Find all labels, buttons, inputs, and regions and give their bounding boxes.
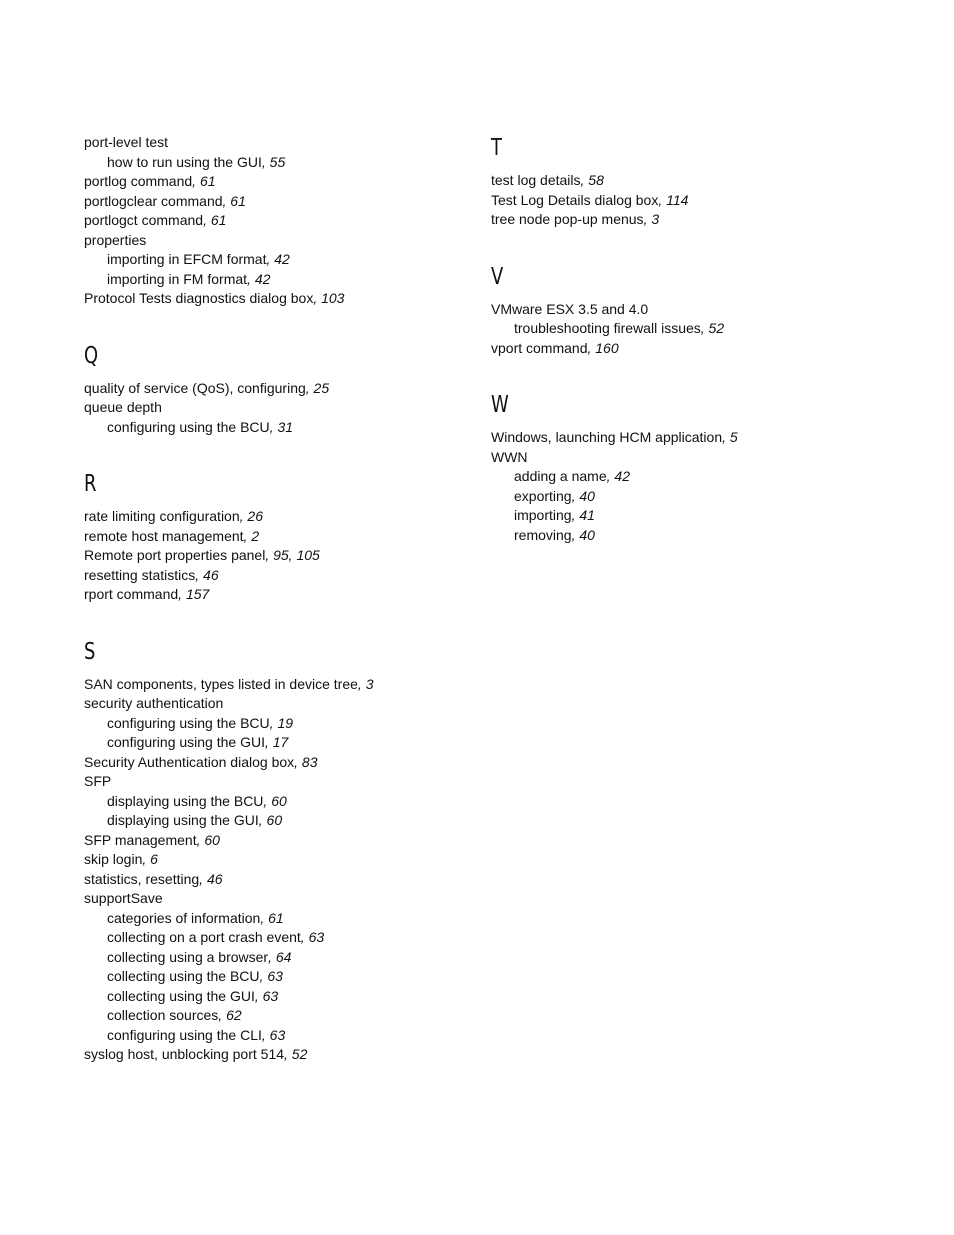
entry-page-ref[interactable]: 42 (254, 270, 271, 287)
entry-page-ref[interactable]: 62 (226, 1007, 242, 1023)
index-entry (84, 694, 514, 714)
index-subentry: collecting on a port crash event, 63 (107, 929, 325, 945)
index-entry: skip login, 6 (84, 851, 158, 867)
index-section (84, 469, 514, 605)
entry-term: removing (514, 526, 572, 543)
entry-term: displaying using the BCU (107, 792, 264, 809)
index-entry: quality of service (QoS), configuring, 25 (84, 379, 330, 396)
entry-page-ref[interactable]: 60 (271, 792, 287, 809)
entry-page-ref[interactable]: 63 (269, 1026, 286, 1043)
entry-page-ref[interactable]: 42 (614, 468, 630, 484)
entry-term: Protocol Tests diagnostics dialog box (84, 290, 314, 306)
index-subentry: categories of information, 61 (107, 909, 284, 926)
entry-term: configuring using the BCU (107, 714, 270, 731)
entry-term: exporting (514, 487, 572, 504)
entry-page-ref[interactable]: 60 (266, 812, 283, 828)
entry-page-ref[interactable]: 55 (269, 153, 286, 170)
entry-list (491, 428, 921, 545)
index-section (84, 341, 514, 438)
entry-term: queue depth (84, 399, 162, 415)
entry-term: collecting on a port crash event (107, 929, 301, 945)
entry-term: collecting using the GUI (107, 987, 255, 1004)
index-entry (84, 133, 514, 153)
section-letter-heading: Q (84, 342, 99, 369)
entry-term: categories of information (107, 909, 261, 926)
entry-page-ref[interactable]: 25 (313, 379, 330, 396)
index-entry (491, 448, 921, 468)
entry-page-ref[interactable]: 5 (729, 429, 738, 445)
section-letter-heading: V (491, 263, 504, 290)
entry-term: resetting statistics (84, 566, 196, 583)
index-subentry: exporting, 40 (514, 487, 595, 504)
entry-term: portlogct command (84, 212, 204, 228)
entry-term: importing in EFCM format (107, 251, 267, 267)
entry-term: displaying using the GUI (107, 812, 259, 828)
entry-term: how to run using the GUI (107, 153, 262, 170)
entry-term: WWN (491, 448, 528, 465)
index-entry: resetting statistics, 46 (84, 566, 219, 583)
entry-page-ref[interactable]: 42 (274, 251, 290, 267)
section-letter-heading: R (84, 471, 97, 497)
entry-page-ref[interactable]: 3 (651, 211, 660, 227)
index-entry: SFP management, 60 (84, 831, 220, 848)
index-entry (84, 398, 514, 418)
index-entry: portlogct command, 61 (84, 212, 227, 228)
index-subentry: configuring using the BCU, 31 (107, 418, 294, 435)
entry-page-ref[interactable]: 46 (203, 566, 219, 583)
entry-page-ref[interactable]: 3 (365, 675, 374, 692)
index-entry: rport command, 157 (84, 586, 210, 602)
entry-term: SAN components, types listed in device tree (84, 675, 358, 692)
index-entry: tree node pop-up menus, 3 (491, 211, 660, 227)
entry-page-ref[interactable]: 160 (595, 339, 619, 356)
entry-page-ref[interactable]: 19 (277, 714, 294, 731)
index-entry (84, 772, 514, 792)
entry-page-ref[interactable]: 41 (579, 507, 595, 523)
index-entry: portlogclear command, 61 (84, 192, 246, 209)
index-section (491, 133, 921, 230)
entry-list (84, 133, 514, 309)
entry-term: Remote port properties panel (84, 547, 266, 563)
index-entry (491, 300, 921, 320)
entry-page-ref[interactable]: 6 (150, 851, 158, 867)
index-section (84, 133, 514, 309)
index-entry: remote host management, 2 (84, 527, 260, 544)
entry-page-ref[interactable]: 157 (185, 586, 210, 602)
index-subentry: importing in FM format, 42 (107, 270, 271, 287)
index-subentry: collection sources, 62 (107, 1007, 242, 1023)
entry-term: portlogclear command (84, 192, 223, 209)
entry-page-ref[interactable]: 63 (308, 929, 325, 945)
entry-page-ref[interactable]: 63 (267, 968, 283, 984)
entry-page-ref[interactable]: 61 (210, 212, 227, 228)
entry-list (84, 675, 514, 1065)
entry-term: VMware ESX 3.5 and 4.0 (491, 300, 649, 317)
entry-page-ref[interactable]: 26 (247, 508, 263, 524)
entry-term: syslog host, unblocking port 514 (84, 1046, 285, 1062)
entry-term: Test Log Details dialog box (491, 191, 659, 208)
index-subentry: collecting using a browser, 64 (107, 948, 292, 965)
entry-term: collection sources (107, 1007, 219, 1023)
entry-page-ref[interactable]: 61 (230, 192, 246, 209)
entry-term: portlog command (84, 173, 193, 189)
entry-term: skip login (84, 851, 143, 867)
entry-page-ref[interactable]: 58 (588, 172, 604, 188)
index-entry: Security Authentication dialog box, 83 (84, 753, 318, 770)
entry-term: remote host management (84, 527, 244, 544)
index-entry: Protocol Tests diagnostics dialog box, 103 (84, 290, 345, 306)
index-subentry: adding a name, 42 (514, 468, 630, 484)
index-section (491, 390, 921, 545)
entry-term: test log details (491, 172, 581, 188)
index-subentry: collecting using the BCU, 63 (107, 968, 283, 984)
entry-page-ref[interactable]: 17 (272, 734, 289, 750)
entry-term: importing (514, 507, 572, 523)
index-subentry: displaying using the BCU, 60 (107, 792, 287, 809)
index-entry: Remote port properties panel, 95, 105 (84, 547, 320, 563)
entry-list (491, 300, 921, 359)
entry-term: rport command (84, 586, 179, 602)
entry-page-ref[interactable]: 103 (321, 290, 345, 306)
index-subentry: configuring using the CLI, 63 (107, 1026, 286, 1043)
index-entry: statistics, resetting, 46 (84, 870, 223, 887)
entry-term: importing in FM format (107, 270, 248, 287)
entry-term: statistics, resetting (84, 870, 200, 887)
entry-term: security authentication (84, 695, 224, 711)
section-letter-heading: W (491, 392, 510, 418)
index-subentry: configuring using the BCU, 19 (107, 714, 294, 731)
entry-term: collecting using a browser (107, 948, 269, 965)
index-entry: syslog host, unblocking port 514, 52 (84, 1046, 308, 1062)
entry-page-ref[interactable]: 83 (301, 753, 318, 770)
index-subentry: how to run using the GUI, 55 (107, 153, 286, 170)
entry-term: tree node pop-up menus (491, 211, 644, 227)
entry-page-ref[interactable]: 46 (206, 870, 223, 887)
entry-term: configuring using the BCU (107, 418, 270, 435)
entry-page-ref[interactable]: 40 (579, 487, 595, 504)
index-column-right (491, 133, 921, 545)
index-subentry: collecting using the GUI, 63 (107, 987, 279, 1004)
entry-list (84, 379, 514, 438)
entry-page-ref[interactable]: 31 (277, 418, 294, 435)
entry-term: SFP management (84, 831, 197, 848)
index-entry: rate limiting configuration, 26 (84, 508, 263, 524)
entry-page-ref[interactable]: 2 (251, 527, 260, 544)
index-entry: test log details, 58 (491, 172, 604, 188)
index-subentry: importing in EFCM format, 42 (107, 251, 290, 267)
entry-term: properties (84, 231, 147, 248)
entry-page-ref[interactable]: 60 (204, 831, 220, 848)
entry-term: vport command (491, 339, 588, 356)
entry-list (84, 507, 514, 605)
index-column-left (84, 133, 514, 1065)
entry-page-ref[interactable]: 52 (291, 1046, 308, 1062)
entry-page-ref[interactable]: 61 (199, 173, 216, 189)
entry-term: troubleshooting firewall issues (514, 320, 701, 336)
index-subentry: importing, 41 (514, 507, 595, 523)
entry-term: supportSave (84, 890, 163, 906)
index-entry: Test Log Details dialog box, 114 (491, 191, 689, 208)
entry-term: Windows, launching HCM application (491, 429, 723, 445)
index-subentry: configuring using the GUI, 17 (107, 734, 289, 750)
entry-term: adding a name (514, 468, 607, 484)
entry-page-ref[interactable]: 52 (708, 320, 725, 336)
index-entry (84, 231, 514, 251)
entry-term: rate limiting configuration (84, 508, 240, 524)
index-entry: vport command, 160 (491, 339, 619, 356)
section-letter-heading: S (84, 638, 96, 665)
entry-term: configuring using the CLI (107, 1026, 262, 1043)
index-entry: Windows, launching HCM application, 5 (491, 429, 738, 445)
index-entry: SAN components, types listed in device tree, 3 (84, 675, 374, 692)
entry-term: Security Authentication dialog box (84, 753, 295, 770)
entry-term: configuring using the GUI (107, 734, 265, 750)
index-entry: portlog command, 61 (84, 173, 216, 189)
entry-term: SFP (84, 773, 112, 789)
entry-page-ref[interactable]: 114 (666, 191, 689, 208)
index-subentry: troubleshooting firewall issues, 52 (514, 320, 725, 336)
index-subentry: displaying using the GUI, 60 (107, 812, 283, 828)
entry-term: quality of service (QoS), configuring (84, 379, 306, 396)
entry-term: collecting using the BCU (107, 968, 260, 984)
entry-page-ref[interactable]: 64 (275, 948, 292, 965)
section-letter-heading: T (491, 135, 503, 161)
entry-page-ref[interactable]: 40 (579, 526, 595, 543)
entry-page-ref[interactable]: 61 (268, 909, 284, 926)
index-subentry: removing, 40 (514, 526, 595, 543)
index-section (491, 262, 921, 359)
entry-term: port-level test (84, 134, 169, 150)
entry-page-ref[interactable]: 63 (262, 987, 279, 1004)
index-section (84, 637, 514, 1065)
entry-list (491, 171, 921, 230)
index-entry (84, 889, 514, 909)
entry-page-ref[interactable]: 95, 105 (273, 547, 320, 563)
